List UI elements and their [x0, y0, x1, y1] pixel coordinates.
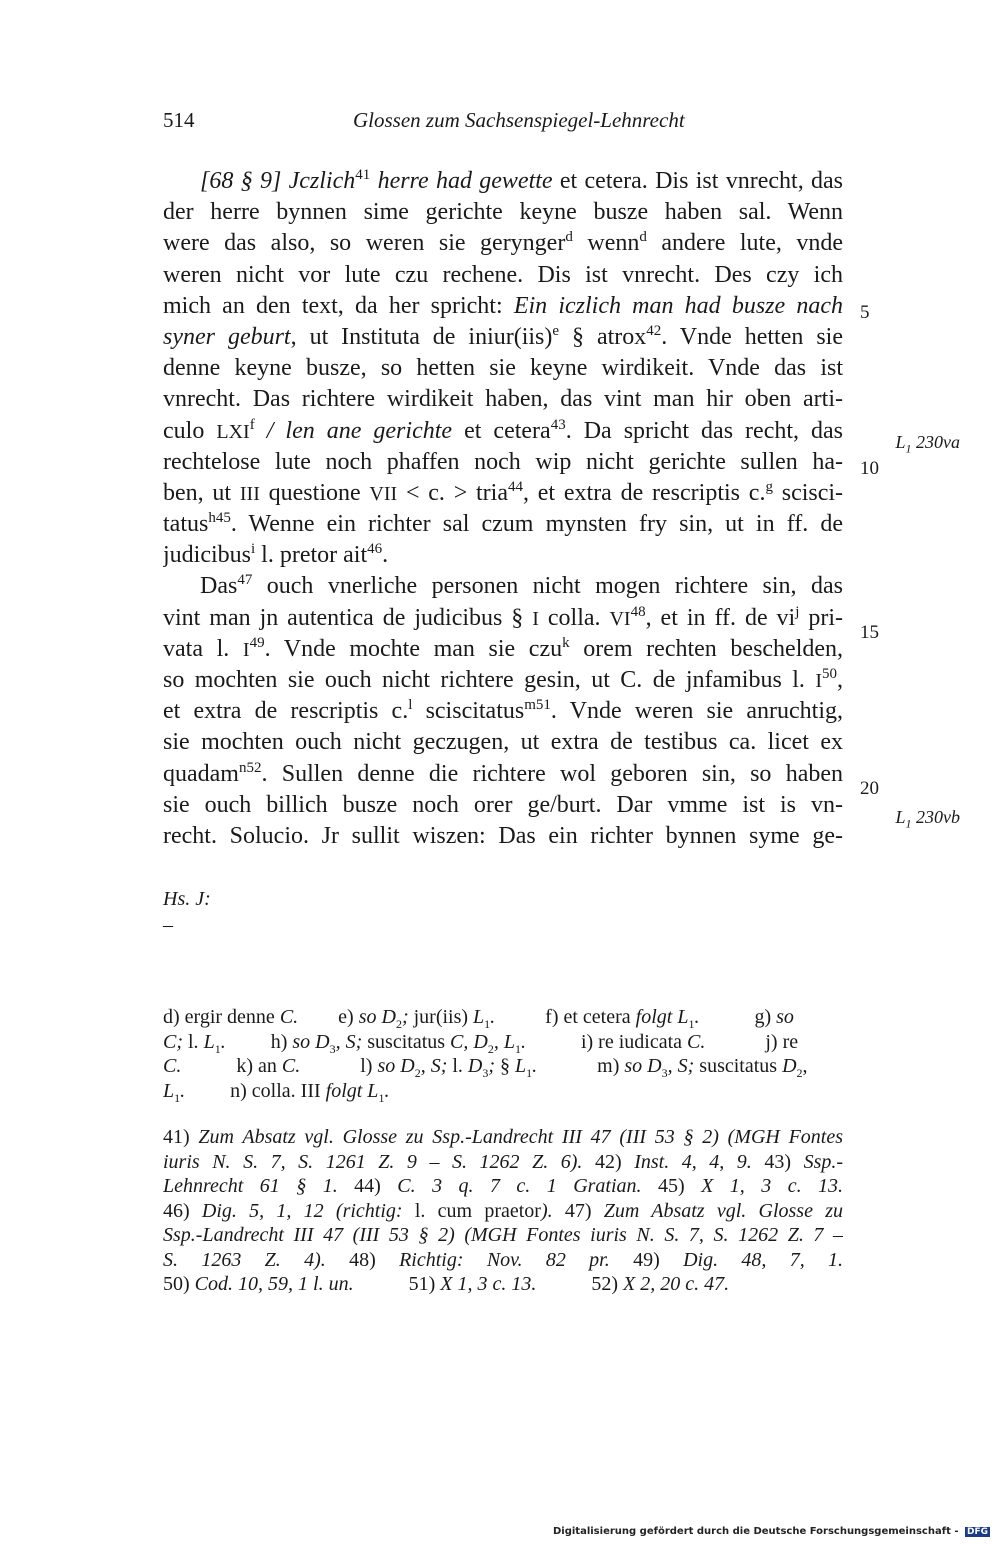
dfg-logo: DFG: [966, 1527, 988, 1537]
text-line: sie mochten ouch nicht geczugen, ut extra de testibus ca. licet ex: [163, 729, 843, 756]
note-line: Ssp.-Landrecht III 47 (III 53 § 2) (MGH Fontes iuris N. S. 7, S. 1262 Z. 7 –: [163, 1224, 843, 1246]
note-line: 41) Zum Absatz vgl. Glosse zu Ssp.-Landrecht III 47 (III 53 § 2) (MGH Fontes: [163, 1126, 843, 1148]
text-line: vint man jn autentica de judicibus § I colla. VI$^{48}$, et in ff. de $vi^j$ pri-: [163, 603, 843, 631]
text-line: sie ouch billich busze noch orer ge/burt. Dar vmme ist is vn-: [163, 791, 843, 818]
text-line: weren nicht vor lute czu rechene. Dis ist vnrecht. Des czy ich: [163, 261, 843, 288]
margin-note-folio: $L_1$ 230vb: [895, 807, 960, 831]
note-line: S. 1263 Z. 4). 48) Richtig: Nov. 82 pr. 49) Dig. 48, 7, 1.: [163, 1248, 843, 1271]
text-line: vnrecht. Das richtere wirdikeit haben, das vint man hir oben arti-: [163, 386, 843, 413]
text-line: [68 § 9] Jczlich$^{41}$ herre had gewette et cetera. Dis ist vnrecht, das: [200, 167, 843, 194]
text-line: tatus$^{h45}$. Wenne ein richter sal czum mynsten fry sin, ut in ff. de: [163, 510, 843, 538]
margin-note-folio: $L_1$ 230va: [895, 432, 960, 456]
text-line: der herre bynnen sime gerichte keyne busze haben sal. Wenn: [163, 199, 843, 226]
commentary-notes: [163, 1125, 843, 1297]
apparatus-line: d) ergir denne C. e) so $D_2$; jur(iis) $L_1$. f) et cetera folgt $L_1$. g) so: [163, 1006, 794, 1030]
line-number: 20: [860, 778, 879, 799]
apparatus-line: C; l. $L_1$. h) so $D_3$, S; suscitatus C, $D_2$, $L_1$. i) re iudicata C. j) re: [163, 1030, 799, 1054]
main-text: [163, 166, 843, 852]
apparatus-line: $L_1$. n) colla. III folgt $L_1$.: [163, 1079, 390, 1103]
text-line: recht. Solucio. Jr sullit wiszen: Das ein richter bynnen syme ge-: [163, 822, 843, 849]
text-line: mich an den text, da her spricht: Ein iczlich man had busze nach: [163, 292, 843, 319]
text-line: ben, ut III questione VII < c. > tria$^{44}$, et extra de rescriptis c.$^g$ sciscі-: [163, 478, 843, 506]
text-line: quadam$^{n52}$. Sullen denne die richtere wol geboren sin, so haben: [163, 759, 843, 787]
note-line: iuris N. S. 7, S. 1261 Z. 9 – S. 1262 Z. 6). 42) Inst. 4, 4, 9. 43) Ssp.-: [163, 1150, 843, 1173]
manuscript-dash: –: [163, 914, 173, 936]
text-line: denne keyne busze, so hetten sie keyne wirdikeit. Vnde das ist: [163, 355, 843, 382]
critical-apparatus: [163, 1005, 843, 1103]
page-header: [163, 108, 843, 138]
text-line: were das also, so weren sie gerynger$^d$ wenn$^d$ andere lute, vnde: [163, 229, 843, 257]
manuscript-label: Hs. J:: [163, 888, 211, 910]
note-line: 46) Dig. 5, 1, 12 (richtig: l. cum praetor). 47) Zum Absatz vgl. Glosse zu: [163, 1199, 843, 1222]
text-line: et extra de rescriptis c.$^l$ sciscitatus$^{m51}$. Vnde weren sie anruchtig,: [163, 697, 843, 725]
text-line: rechtelose lute noch phaffen noch wip nicht gerichte sullen ha-: [163, 448, 843, 475]
note-line: 50) Cod. 10, 59, 1 l. un. 51) X 1, 3 c. 13. 52) X 2, 20 c. 47.: [163, 1273, 730, 1295]
running-title: Glossen zum Sachsenspiegel-Lehnrecht: [353, 108, 685, 132]
page-footer: [553, 1526, 990, 1537]
apparatus-line: C. k) an C. l) so $D_2$, S; l. $D_3$; § $L_1$. m) so $D_3$, S; suscitatus $D_2$,: [163, 1055, 808, 1079]
text-line: vata l. $I^{49}$. Vnde mochte man sie czu$^k$ orem rechten beschelden,: [163, 634, 843, 662]
footer-text: Digitalisierung gefördert durch die Deutsche Forschungsgemeinschaft -: [552, 1526, 959, 1537]
line-number: 5: [860, 302, 870, 323]
note-line: Lehnrecht 61 § 1. 44) C. 3 q. 7 c. 1 Gratian. 45) X 1, 3 c. 13.: [163, 1175, 843, 1197]
line-number: 15: [860, 622, 879, 643]
text-line: so mochten sie ouch nicht richtere gesin, ut C. de jnfamibus l. $I^{50}$,: [163, 666, 843, 693]
text-line: judicibus$^i$ l. pretor ait$^{46}$.: [163, 541, 389, 569]
line-number: 10: [860, 458, 879, 479]
text-line: syner geburt, ut Instituta de iniur(iis)$^e$ § atrox$^{42}$. Vnde hetten sie: [163, 322, 843, 350]
text-line: culo LXI$^f$ / len ane gerichte et cetera$^{43}$. Da spricht das recht, das: [163, 416, 843, 444]
text-line: Das$^{47}$ ouch vnerliche personen nicht mogen richtere sin, das: [200, 572, 843, 600]
page-number: 514: [163, 108, 195, 132]
